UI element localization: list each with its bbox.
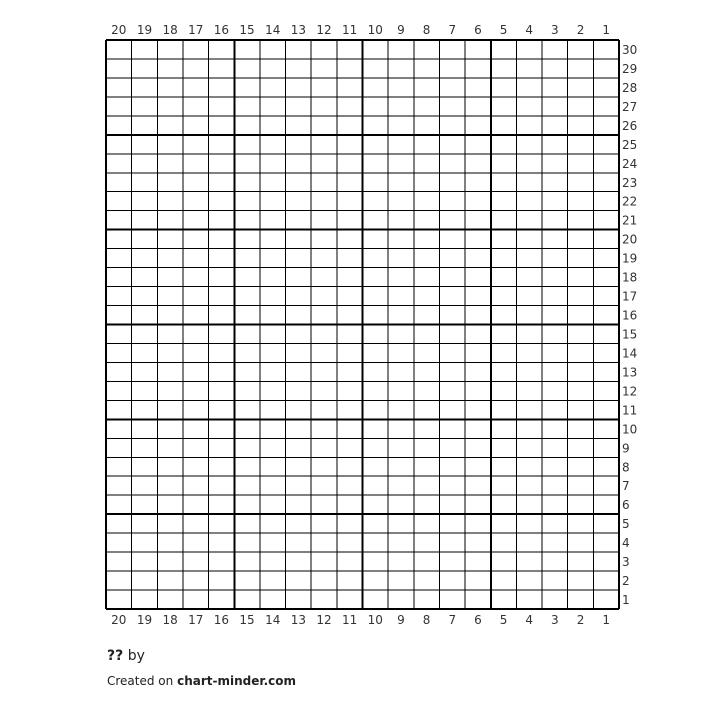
row-label: 19: [622, 251, 638, 266]
row-label: 7: [622, 479, 630, 494]
row-label: 30: [622, 42, 638, 57]
row-label: 16: [622, 308, 638, 323]
column-label-bottom: 4: [525, 613, 534, 627]
row-label: 17: [622, 289, 638, 304]
column-label-bottom: 12: [316, 613, 332, 627]
column-label-top: 14: [265, 23, 281, 37]
pattern-by: by: [127, 648, 145, 664]
column-label-bottom: 15: [239, 613, 255, 627]
column-label-bottom: 8: [422, 613, 431, 627]
column-label-bottom: 14: [265, 613, 281, 627]
row-label: 8: [622, 460, 630, 475]
column-label-top: 7: [448, 23, 457, 37]
row-label: 9: [622, 441, 630, 456]
column-label-top: 15: [239, 23, 255, 37]
row-label: 20: [622, 232, 638, 247]
row-label: 22: [622, 194, 638, 209]
row-label: 5: [622, 517, 630, 532]
row-label: 11: [622, 403, 638, 418]
created-on-label: Created on: [107, 674, 174, 688]
row-label: 23: [622, 175, 638, 190]
column-label-bottom: 18: [162, 613, 178, 627]
row-label: 12: [622, 384, 638, 399]
created-on-credit: [107, 674, 296, 688]
column-label-top: 2: [576, 23, 585, 37]
column-label-bottom: 11: [342, 613, 358, 627]
row-label: 25: [622, 137, 638, 152]
column-label-top: 11: [342, 23, 358, 37]
column-label-bottom: 3: [551, 613, 559, 627]
row-label: 27: [622, 99, 638, 114]
row-label: 28: [622, 80, 638, 95]
row-label: 21: [622, 213, 638, 228]
row-label: 18: [622, 270, 638, 285]
column-label-top: 18: [162, 23, 178, 37]
column-label-top: 13: [290, 23, 307, 37]
row-label: 2: [622, 574, 630, 589]
row-label: 24: [622, 156, 638, 171]
row-label: 14: [622, 346, 638, 361]
column-label-top: 5: [499, 23, 508, 37]
row-label: 13: [622, 365, 638, 380]
column-label-top: 16: [213, 23, 230, 37]
row-label: 3: [622, 555, 630, 570]
column-label-bottom: 1: [602, 613, 610, 627]
column-label-bottom: 16: [213, 613, 230, 627]
pattern-name: ??: [107, 648, 124, 664]
column-label-bottom: 20: [111, 613, 127, 627]
column-label-top: 9: [397, 23, 405, 37]
column-label-top: 6: [474, 23, 482, 37]
column-label-top: 12: [316, 23, 332, 37]
column-label-top: 1: [602, 23, 610, 37]
column-label-top: 4: [525, 23, 534, 37]
site-name: chart-minder.com: [177, 674, 296, 688]
column-label-top: 19: [136, 23, 153, 37]
column-label-bottom: 17: [188, 613, 204, 627]
row-label: 10: [622, 422, 638, 437]
row-label: 15: [622, 327, 638, 342]
column-label-bottom: 5: [499, 613, 508, 627]
column-label-top: 3: [551, 23, 559, 37]
row-label: 4: [622, 536, 630, 551]
column-label-bottom: 7: [448, 613, 457, 627]
column-label-bottom: 2: [576, 613, 585, 627]
row-label: 6: [622, 498, 630, 513]
row-label: 29: [622, 61, 638, 76]
column-label-top: 10: [367, 23, 383, 37]
column-label-bottom: 13: [290, 613, 307, 627]
row-label: 26: [622, 118, 638, 133]
column-label-bottom: 9: [397, 613, 405, 627]
column-label-top: 20: [111, 23, 127, 37]
column-label-top: 8: [422, 23, 431, 37]
pattern-title: [107, 648, 145, 664]
column-label-bottom: 10: [367, 613, 383, 627]
column-label-bottom: 6: [474, 613, 482, 627]
column-label-bottom: 19: [136, 613, 153, 627]
row-label: 1: [622, 593, 630, 608]
column-label-top: 17: [188, 23, 204, 37]
